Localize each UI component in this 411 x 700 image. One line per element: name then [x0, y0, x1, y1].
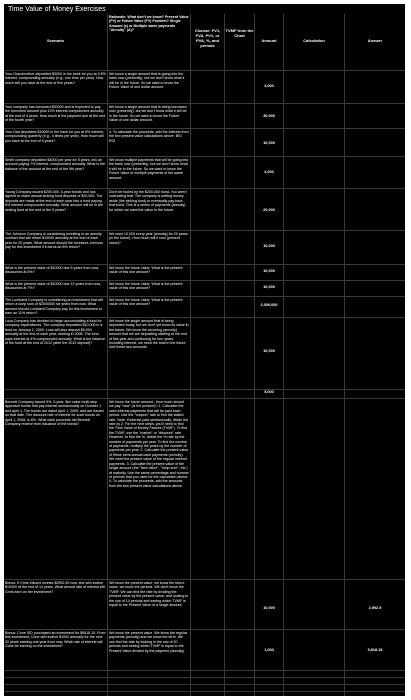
scenario-14: Bonus: Cone ISD purchased an investment for $9818.15. From this investment, Cone will receive $1000 annually for the next 20 years starting one year from now. What rate of interest will Cone be earning on the investment? — [5, 631, 106, 649]
amount-3: 10,000 — [263, 141, 275, 145]
amount-14: 1,000 — [264, 648, 274, 652]
amount-10: 10,000 — [263, 349, 275, 353]
row-divider — [4, 684, 405, 685]
grid-line — [283, 14, 284, 696]
header-tvmf: TVMF from the Chart — [225, 28, 254, 38]
header-amount: Amount — [261, 38, 277, 43]
header-scenario: Scenario — [47, 38, 64, 43]
amount-1: 3,000 — [264, 84, 274, 88]
scenario-13: Bonus: If Chris Kikuchi invests $2992.50 now, she will receive $10000 at the end of 14 years. What annual rate of interest will Chris earn on her investment? — [5, 581, 105, 594]
row-divider — [4, 677, 405, 678]
scenario-5: Young Company issued $200,000, 5-year bonds and has agreed to make annual sinking fund deposits of $20,000. The deposits are made at the end of each year into a fund paying 6% interest compounded annually. What amount will be in the sinking fund at the end of the 5 years? — [5, 190, 104, 212]
rationale-3: 4. To calculate the proceeds, add the interest from the two present value calculations above. BIG ROI — [109, 130, 189, 143]
header-choose: Choose: FV1, FVA, PV1, or PVA, %, and periods — [194, 28, 221, 48]
grid-line — [344, 14, 345, 696]
grid-line — [224, 14, 225, 696]
amount-13: 10,000 — [263, 606, 275, 610]
scenario-10: Luca Company has decided to begin accumulating a fund for company expenditures. The company deposited $10,000 in a fund on January 2, 2009. Luca will also deposit $5,000 annually at the end of each year, starting in 2008. The fund pays interest at 4% compounded annually. What is the balance of the fund at the end of 2012 (after the 2012 deposit)? — [5, 319, 106, 346]
amount-2: 30,000 — [263, 114, 275, 118]
rationale-2: We know a single amount that is being borrowed now (presently), but we don't know what it will be in the future. So we want to know the Future Value of one dollar amount. — [109, 105, 187, 123]
rationale-4: We know multiple payments that will be going into the bank now (presently), but we don't know what it will be in the future. So we want to know the Future Value of multiple payments of the same amount. — [109, 158, 189, 180]
amount-5: 20,000 — [263, 208, 275, 212]
answer-14: 9,818.15 — [367, 648, 383, 652]
scenario-4: Smith company deposited $4000 per year for 5 years, into an account paying 7% interest, compounded annually. What is the balance of the account at the end of the 5th year? — [5, 158, 106, 171]
rationale-7: We know the future value. What is the present value of this one amount? — [109, 266, 183, 275]
rationale-6: We want 10,000 every year (annuity) for 20 years (in the future). How much will it cost (present value)? — [109, 232, 188, 245]
rationale-9: We know the future value. What is the present value of this one amount? — [109, 298, 183, 307]
header-rationale: Rationale: What don't we know? Present Value (PV) or Future Value (FV) Problem? Single Amount (s) or Multiple same payments "Annuity" (A)? — [109, 15, 189, 33]
header-answer: Answer — [367, 38, 383, 43]
scenario-7: What is the present value of $10000 due 5 years from now, discounted at 8%? — [5, 266, 99, 275]
scenario-6: The Johnson Company is considering investing in an annuity contract that will return $10000 annually at the end of each year for 20 years. What amount should the Investors Johnson pay for this investment if it earns an 8% return? — [5, 232, 104, 250]
amount-6: 10,000 — [263, 244, 275, 248]
rationale-12: We know the future amount - how much should we pay "now" (is the present)? 1. Calculate the cash interest payments that will be paid each period. Use the "coupon" rate to find the stated rate. Note: if interest paid semiannually, divide the rate by 2. For the next steps, you'll need to find the Time Value of Money Factors (TVMF). To find the TVMF, use the "market" or "discount" rate. However, to find the %, divide the % rate by the number of payments per year. To find the number of payments, multiply the years by the number of payments per year. 2. Calculate the present value of these semi-annual cash payments (annuity). We need the present value of the regular interest payments. 3. Calculate the present value of the single amount (the "face value", "lump sum", etc.) at maturity. Use the same percentage and number of periods that you used for the calculation above. 4. To calculate the proceeds, add the amounts from the two present value calculations above. — [109, 400, 189, 488]
row-divider — [4, 691, 405, 692]
header-calculation: Calculation — [303, 38, 325, 43]
amount-4: 4,000 — [264, 170, 274, 174]
answer-13: 2,992.5 — [368, 606, 382, 610]
row-divider — [4, 670, 405, 671]
rationale-8: We know the future value. What is the present value of this one amount? — [109, 282, 183, 291]
rationale-13: We know the present value, we know the future value, we know the periods. We don't know the TVMF. We can find the rate by dividing the present value by the present value, and looking in the row of 14 periods and seeing which TVMF is equal to the Present Value of a single amount. — [109, 581, 189, 608]
scenario-12: Bennett Company issued 5%, 5-year, $xx value multi-step approach bonds that pay interest semiannually on October 1 and April 1. The bonds are dated April 1, 2009, and are issued on that date. The discount rate of interest for such bonds on April 1, 2008, is 8%. What cash proceeds did Bennett Company receive from issuance of the bonds? — [5, 400, 104, 427]
amount-8: 10,000 — [263, 285, 275, 289]
rationale-5: Don't be fooled by the $200,000 bond. You aren't calculating that. The company is setting money aside (the sinking fund) to eventually pay back that bond. This is a series of payments (annuity) for which we want the value in the future. — [109, 190, 187, 212]
sheet-title: Time Value of Money Exercises — [8, 6, 106, 13]
amount-11: 5,000 — [264, 390, 274, 394]
spreadsheet — [4, 4, 405, 696]
grid-line — [190, 14, 191, 696]
rationale-10: We know the single amount that is being deposited today, but we don't yet know its value in the future. We know the recurring (annuity) amount that we are depositing starting at the end of this year and continuing for four years. Including interest, we need the total in the future. Add these two amounts. — [109, 319, 189, 350]
amount-7: 10,000 — [263, 269, 275, 273]
scenario-1: Your Grandmother deposited $3000 in the bank for you at 4.5% interest, compounding annually (e.g., one time per year). How much will you have at the end of five years? — [5, 72, 106, 85]
amount-9: 2,000,000 — [260, 303, 278, 307]
scenario-8: What is the present value of $10000 due 12 years from now, discounted at 7%? — [5, 282, 101, 291]
rationale-1: We know a single amount that is going into the bank now (presently), but we don't know what it will be in the future. So we want to know the Future Value of one dollar amount. — [109, 72, 185, 90]
scenario-2: Your company has borrowed $30000 and is expected to pay the borrowed amount plus 12% interest compounded annually at the end of 4 years. How much is the payment due at the end of the fourth year? — [5, 105, 106, 123]
scenario-3: Your Dad deposited $10000 in the bank for you at 8% interest, compounding quarterly (e.g., 4 times per year). How much will you have at the end of 5 years? — [5, 130, 104, 143]
rationale-14: We know the present value. We know the regular payments (annuity) and we know the term. We can find the rate by looking in the row of 20 periods and seeing which TVMF is equal to the Present Value divided by the payment (annuity). — [109, 631, 188, 653]
row-divider — [4, 389, 405, 390]
scenario-9: The Lumbardi Company is considering an investment that will return a lump sum of $2000000 six years from now. What amount should Lumbardi Company pay for this investment to earn an 11% return? — [5, 298, 103, 316]
